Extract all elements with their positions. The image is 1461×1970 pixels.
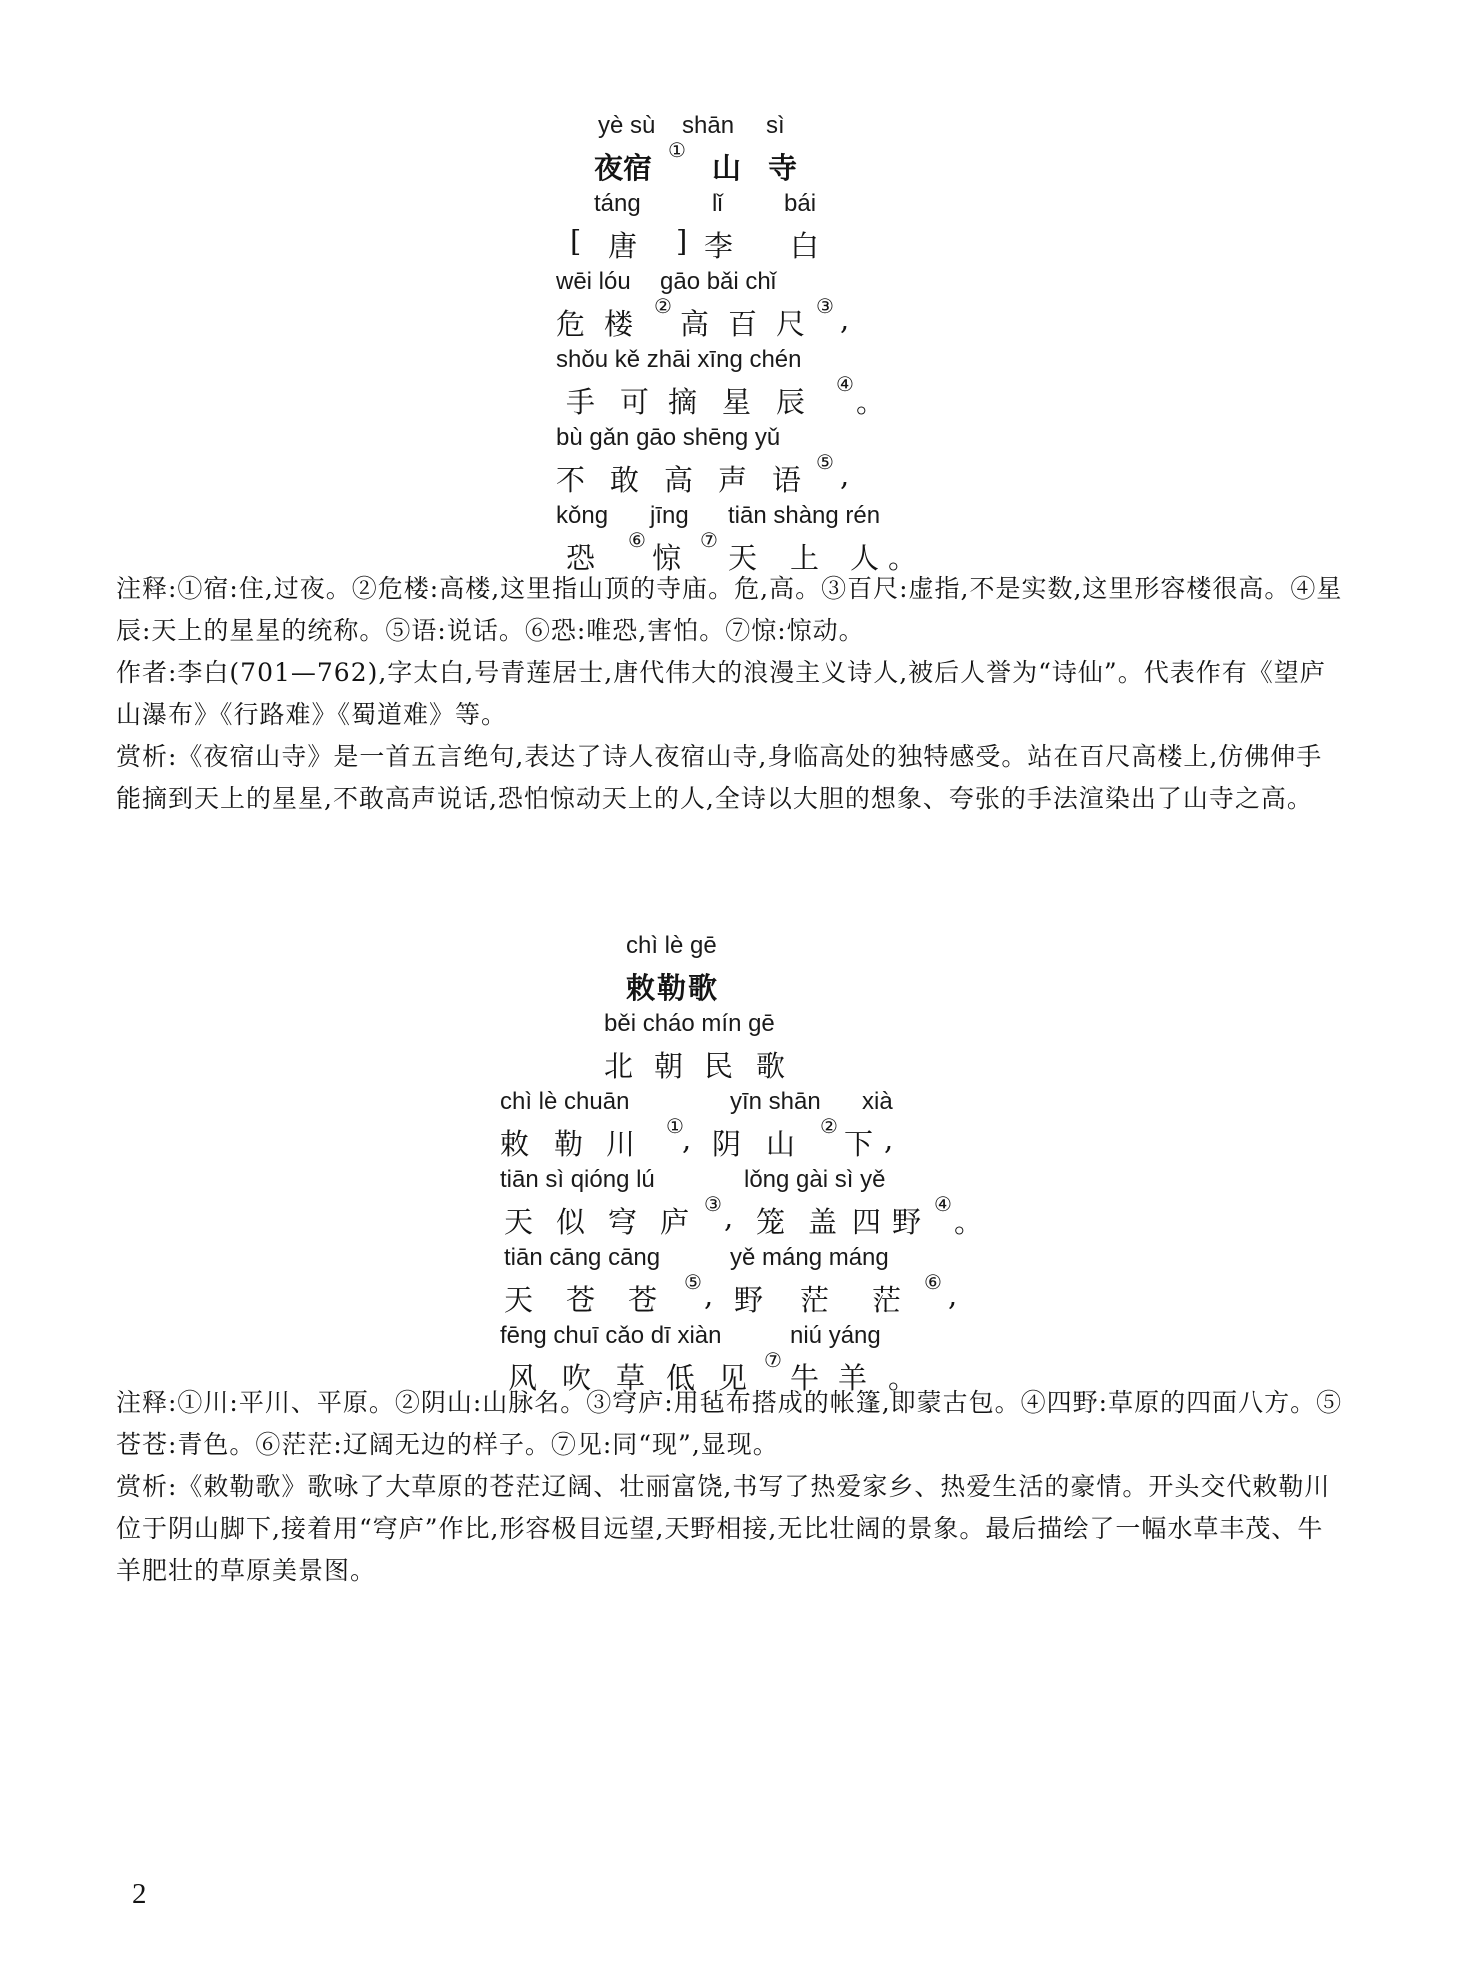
poem-char: 似 <box>556 1205 586 1239</box>
annotation-paragraph: 注释:①川:平川、平原。②阴山:山脉名。③穹庐:用毡布搭成的帐篷,即蒙古包。④四野:草原的四面八方。⑤苍苍:青色。⑥茫茫:辽阔无边的样子。⑦见:同“现”,显现。 <box>116 1388 1343 1459</box>
poem-char: 庐 <box>660 1205 690 1239</box>
pinyin-text: tiān shàng rén <box>728 502 881 529</box>
line-2 <box>0 1192 1461 1244</box>
poem-char: 穹 <box>608 1205 638 1239</box>
poem-char: 手 <box>566 385 596 419</box>
punctuation: 。 <box>954 1205 984 1239</box>
line-1-pinyin <box>0 268 1461 302</box>
poem-char: 星 <box>722 385 752 419</box>
footnote-marker: ② <box>654 294 672 318</box>
poem-char: 高 <box>680 307 710 341</box>
footnote-marker: ③ <box>704 1192 722 1216</box>
footnote-marker: ② <box>820 1114 838 1138</box>
poem-char: 山 <box>766 1127 796 1161</box>
poem-char: 野 <box>892 1205 922 1239</box>
footnote-marker: ⑦ <box>700 528 718 552</box>
poem-char: 危 <box>556 307 586 341</box>
poem-char: 尺 <box>776 307 806 341</box>
author-text: 李 <box>704 229 734 263</box>
punctuation: , <box>884 1122 894 1156</box>
poem-char: 声 <box>718 463 748 497</box>
line-3-pinyin <box>0 424 1461 458</box>
poem-char: 川 <box>606 1127 636 1161</box>
title-text: 夜宿 <box>594 151 653 185</box>
poem-char: 天 <box>728 541 758 575</box>
poem-char: 敕 <box>500 1127 530 1161</box>
line-2-pinyin <box>0 1166 1461 1200</box>
pinyin-text: yě máng máng <box>730 1244 889 1271</box>
punctuation: 。 <box>888 1361 918 1395</box>
poem-char: 不 <box>556 463 586 497</box>
poem-ye-su-shan-si <box>0 112 1461 580</box>
pinyin-text: gāo bǎi chǐ <box>660 268 777 295</box>
poem-char: 百 <box>728 307 758 341</box>
title-text: 敕勒歌 <box>626 971 720 1005</box>
pinyin-text: lǒng gài sì yě <box>744 1166 886 1193</box>
poem-char: 茫 <box>800 1283 830 1317</box>
punctuation: , <box>682 1122 692 1156</box>
dynasty-text: 唐 <box>608 229 638 263</box>
poem-char: 羊 <box>838 1361 868 1395</box>
pinyin-text: kǒng <box>556 502 609 529</box>
pinyin-text: sì <box>766 112 785 139</box>
author-paragraph: 作者:李白(701—762),字太白,号青莲居士,唐代伟大的浪漫主义诗人,被后人誉为“诗仙”。代表作有《望庐山瀑布》《行路难》《蜀道难》等。 <box>116 658 1326 729</box>
footnote-marker: ① <box>668 138 686 162</box>
pinyin-text: jīng <box>650 502 689 529</box>
line-4-pinyin <box>0 502 1461 536</box>
footnote-marker: ① <box>666 1114 684 1138</box>
poem-char: 草 <box>616 1361 646 1395</box>
poem-char: 辰 <box>776 385 806 419</box>
footnote-marker: ④ <box>934 1192 952 1216</box>
poem-char: 天 <box>504 1205 534 1239</box>
author-pinyin <box>0 190 1461 224</box>
poem-char: 语 <box>772 463 802 497</box>
pinyin-text: yè sù <box>598 112 656 139</box>
pinyin-text: běi cháo mín gē <box>604 1010 775 1037</box>
punctuation: , <box>724 1200 734 1234</box>
poem-title <box>0 966 1461 1010</box>
pinyin-text: wēi lóu <box>556 268 631 295</box>
pinyin-text: bù gǎn gāo shēng yǔ <box>556 424 781 451</box>
poem-chi-le-ge <box>0 932 1461 1400</box>
poem-char: 人 <box>850 541 880 575</box>
punctuation: 。 <box>856 385 886 419</box>
line-3 <box>0 450 1461 502</box>
line-3-pinyin <box>0 1244 1461 1278</box>
poem-char: 惊 <box>652 541 682 575</box>
poem-char: 野 <box>734 1283 764 1317</box>
line-1 <box>0 1114 1461 1166</box>
poem-char: 摘 <box>668 385 698 419</box>
author-text: 朝 <box>654 1049 684 1083</box>
notes-block-1 <box>116 568 1346 820</box>
poem-char: 天 <box>504 1283 534 1317</box>
poem-char: 见 <box>718 1361 748 1395</box>
poem-char: 四 <box>852 1205 882 1239</box>
poem-char: 笼 <box>756 1205 786 1239</box>
poem-char: 可 <box>620 385 650 419</box>
poem-char: 吹 <box>562 1361 592 1395</box>
pinyin-text: bái <box>784 190 817 217</box>
pinyin-text: táng <box>594 190 641 217</box>
title-text: 寺 <box>768 151 798 185</box>
poem-char: 苍 <box>566 1283 596 1317</box>
notes-block-2 <box>116 1382 1346 1592</box>
poem-author <box>0 224 1461 268</box>
footnote-marker: ③ <box>816 294 834 318</box>
author-pinyin <box>0 1010 1461 1044</box>
line-1-pinyin <box>0 1088 1461 1122</box>
line-1 <box>0 294 1461 346</box>
line-4-pinyin <box>0 1322 1461 1356</box>
bracket-text: [ <box>570 224 582 258</box>
pinyin-text: shǒu kě zhāi xīng chén <box>556 346 802 373</box>
poem-char: 风 <box>508 1361 538 1395</box>
line-3 <box>0 1270 1461 1322</box>
footnote-marker: ⑤ <box>684 1270 702 1294</box>
footnote-marker: ⑥ <box>628 528 646 552</box>
poem-char: 高 <box>664 463 694 497</box>
pinyin-text: tiān sì qióng lú <box>500 1166 655 1193</box>
poem-char: 茫 <box>872 1283 902 1317</box>
punctuation: , <box>840 302 850 336</box>
line-2-pinyin <box>0 346 1461 380</box>
author-text: 歌 <box>756 1049 786 1083</box>
punctuation: , <box>840 458 850 492</box>
pinyin-text: fēng chuī cǎo dī xiàn <box>500 1322 722 1349</box>
pinyin-text: tiān cāng cāng <box>504 1244 661 1271</box>
punctuation: , <box>704 1278 714 1312</box>
pinyin-text: shān <box>682 112 735 139</box>
footnote-marker: ⑥ <box>924 1270 942 1294</box>
poem-char: 盖 <box>808 1205 838 1239</box>
poem-title <box>0 138 1461 190</box>
poem-char: 上 <box>790 541 820 575</box>
appreciation-paragraph: 赏析:《夜宿山寺》是一首五言绝句,表达了诗人夜宿山寺,身临高处的独特感受。站在百尺高楼上,仿佛伸手能摘到天上的星星,不敢高声说话,恐怕惊动天上的人,全诗以大胆的想象、夸张的手法渲染出了山寺之高。 <box>116 742 1323 813</box>
pinyin-text: lǐ <box>712 190 723 217</box>
footnote-marker: ⑤ <box>816 450 834 474</box>
page-number: 2 <box>132 1878 147 1910</box>
footnote-marker: ⑦ <box>764 1348 782 1372</box>
punctuation: , <box>948 1278 958 1312</box>
annotation-paragraph: 注释:①宿:住,过夜。②危楼:高楼,这里指山顶的寺庙。危,高。③百尺:虚指,不是实数,这里形容楼很高。④星辰:天上的星星的统称。⑤语:说话。⑥恐:唯恐,害怕。⑦惊:惊动。 <box>116 574 1343 645</box>
appreciation-paragraph: 赏析:《敕勒歌》歌咏了大草原的苍茫辽阔、壮丽富饶,书写了热爱家乡、热爱生活的豪情。开头交代敕勒川位于阴山脚下,接着用“穹庐”作比,形容极目远望,天野相接,无比壮阔的景象。最后描绘了一幅水草丰茂、牛羊肥壮的草原美景图。 <box>116 1472 1331 1585</box>
poem-char: 楼 <box>604 307 634 341</box>
pinyin-text: chì lè gē <box>626 932 717 959</box>
poem-char: 低 <box>666 1361 696 1395</box>
author-text: 民 <box>704 1049 734 1083</box>
poem-char: 勒 <box>554 1127 584 1161</box>
poem-char: 牛 <box>790 1361 820 1395</box>
footnote-marker: ④ <box>836 372 854 396</box>
poem-char: 苍 <box>628 1283 658 1317</box>
poem-char: 敢 <box>610 463 640 497</box>
pinyin-text: yīn shān <box>730 1088 821 1115</box>
pinyin-text: niú yáng <box>790 1322 881 1349</box>
poem-author <box>0 1044 1461 1088</box>
poem-title-pinyin <box>0 112 1461 146</box>
pinyin-text: xià <box>862 1088 893 1115</box>
punctuation: 。 <box>888 541 918 575</box>
poem-char: 下 <box>844 1127 874 1161</box>
line-2 <box>0 372 1461 424</box>
bracket-text: ] <box>676 224 688 258</box>
poem-title-pinyin <box>0 932 1461 966</box>
author-text: 北 <box>604 1049 634 1083</box>
pinyin-text: chì lè chuān <box>500 1088 630 1115</box>
author-text: 白 <box>790 229 820 263</box>
title-text: 山 <box>712 151 742 185</box>
poem-char: 恐 <box>566 541 596 575</box>
poem-char: 阴 <box>712 1127 742 1161</box>
